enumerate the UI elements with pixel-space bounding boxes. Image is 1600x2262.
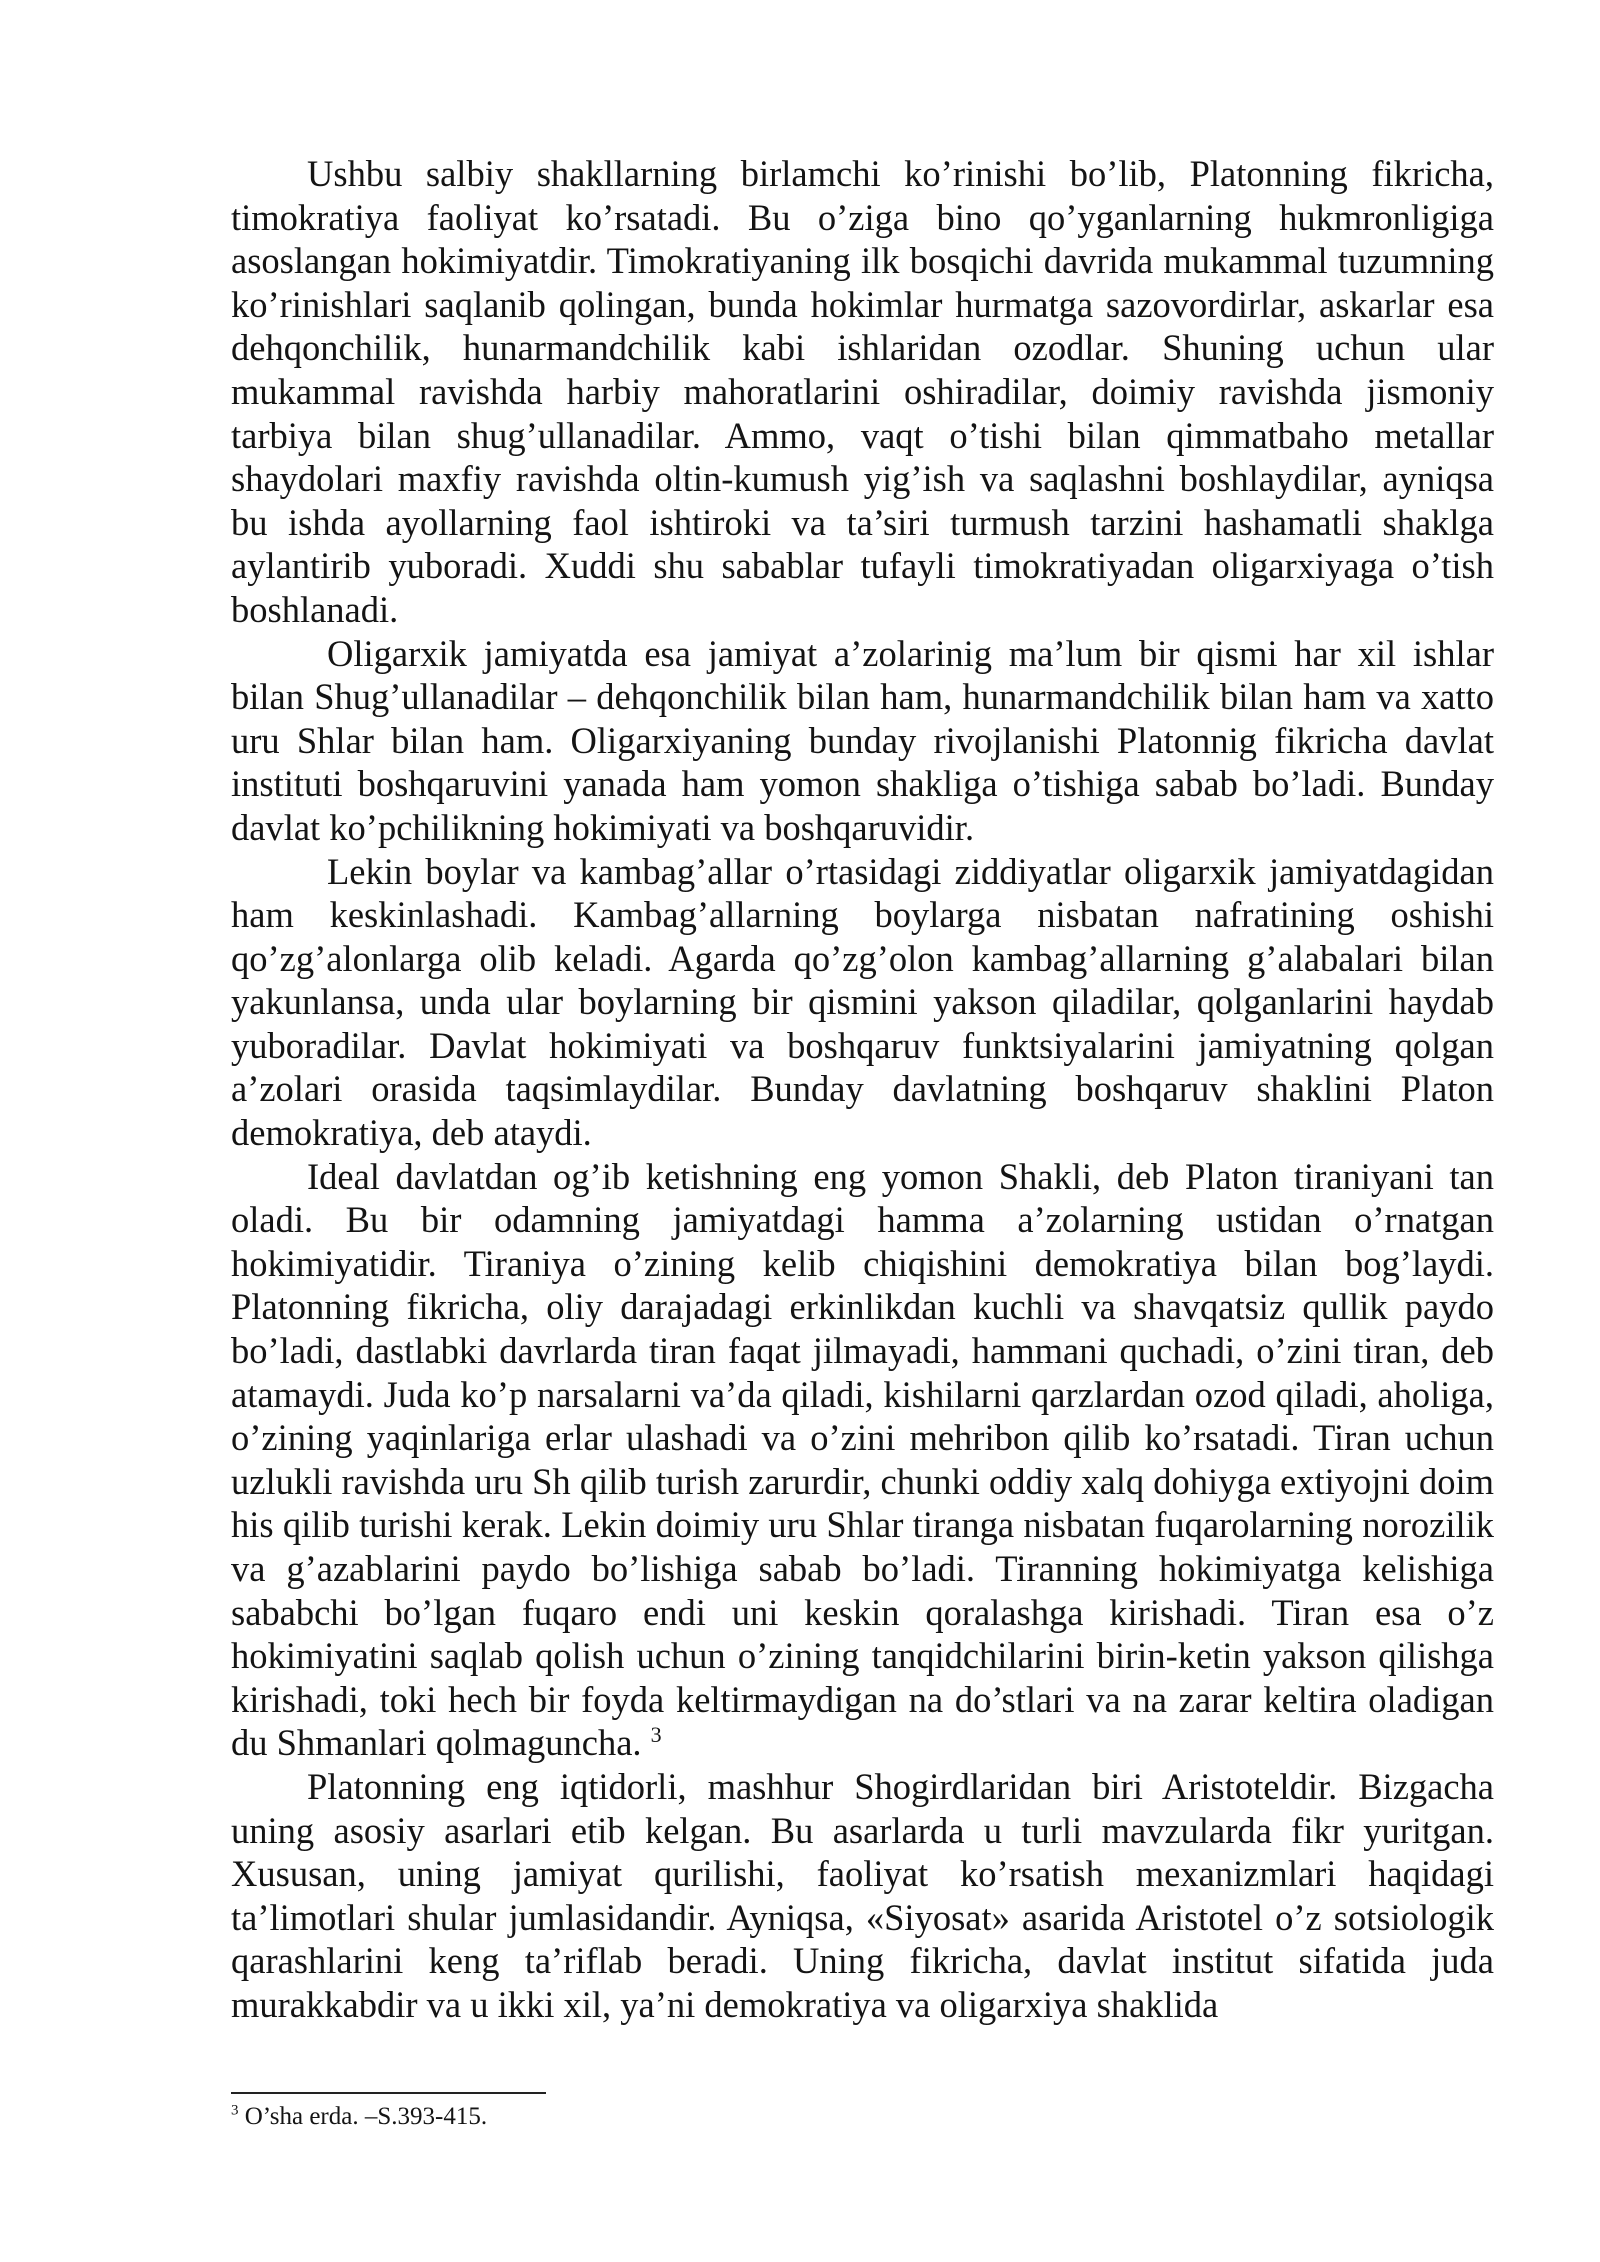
footnote-divider: [231, 2092, 546, 2094]
footnote: [231, 2102, 487, 2132]
paragraph-aristotel: Platonning eng iqtidorli, mashhur Shogirdlaridan biri Aristoteldir. Bizgacha uning asosiy asarlari etib kelgan. Bu asarlarda u turli mavzularda fikr yuritgan. Xususan, uning jamiyat qurilishi, faoliyat ko’rsatish mexanizmlari haqidagi ta’limotlari shular jumlasidandir. Ayniqsa, «Siyosat» asarida Aristotel o’z sotsiologik qarashlarini keng ta’riflab beradi. Uning fikricha, davlat institut sifatida juda murakkabdir va u ikki xil, ya’ni demokratiya va oligarxiya shaklida: [231, 1765, 1494, 2025]
footnote-text: O’sha erda. –S.393-415.: [244, 2103, 488, 2130]
document-body: [231, 152, 1494, 2027]
paragraph-oligarxiya: Oligarxik jamiyatda esa jamiyat a’zolarinig ma’lum bir qismi har xil ishlar bilan Shug’ullanadilar – dehqonchilik bilan ham, hunarmandchilik bilan ham va xatto uru Shlar bilan ham. Oligarxiyaning bunday rivojlanishi Platonnig fikricha davlat instituti boshqaruvini yanada ham yomon shakliga o’tishiga sabab bo’ladi. Bunday davlat ko’pchilikning hokimiyati va boshqaruvidir.: [231, 632, 1494, 848]
footnote-number: 3: [231, 2102, 239, 2119]
footnote-reference[interactable]: 3: [650, 1722, 662, 1748]
paragraph-tiraniya: [231, 1155, 1494, 1765]
paragraph-tiraniya-text: Ideal davlatdan og’ib ketishning eng yomon Shakli, deb Platon tiraniyani tan oladi. Bu bir odamning jamiyatdagi hamma a’zolarning ustidan o’rnatgan hokimiyatidir. Tiraniya o’zining kelib chiqishini demokratiya bilan bog’laydi. Platonning fikricha, oliy darajadagi erkinlikdan kuchli va shavqatsiz qullik paydo bo’ladi, dastlabki davrlarda tiran faqat jilmayadi, hammani quchadi, o’zini tiran, deb atamaydi. Juda ko’p narsalarni va’da qiladi, kishilarni qarzlardan ozod qiladi, aholiga, o’zining yaqinlariga erlar ulashadi va o’zini mehribon qilib ko’rsatadi. Tiran uchun uzlukli ravishda uru Sh qilib turish zarurdir, chunki oddiy xalq dohiyga extiyojni doim his qilib turishi kerak. Lekin doimiy uru Shlar tiranga nisbatan fuqarolarning norozilik va g’azablarini paydo bo’lishiga sabab bo’ladi. Tiranning hokimiyatga kelishiga sababchi bo’lgan fuqaro endi uni keskin qoralashga kirishadi. Tiran esa o’z hokimiyatini saqlab qolish uchun o’zining tanqidchilarini birin-ketin yakson qilishga kirishadi, toki hech bir foyda keltirmaydigan na do’stlari va na zarar keltira oladigan du Shmanlari qolmaguncha.: [231, 1155, 1494, 1764]
paragraph-demokratiya: Lekin boylar va kambag’allar o’rtasidagi ziddiyatlar oligarxik jamiyatdagidan ham keskinlashadi. Kambag’allarning boylarga nisbatan nafratining oshishi qo’zg’alonlarga olib keladi. Agarda qo’zg’olon kambag’allarning g’alabalari bilan yakunlansa, unda ular boylarning bir qismini yakson qiladilar, qolganlarini haydab yuboradilar. Davlat hokimiyati va boshqaruv funktsiyalarini jamiyatning qolgan a’zolari orasida taqsimlaydilar. Bunday davlatning boshqaruv shaklini Platon demokratiya, deb ataydi.: [231, 850, 1494, 1154]
paragraph-timokratiya: Ushbu salbiy shakllarning birlamchi ko’rinishi bo’lib, Platonning fikricha, timokratiya faoliyat ko’rsatadi. Bu o’ziga bino qo’yganlarning hukmronligiga asoslangan hokimiyatdir. Timokratiyaning ilk bosqichi davrida mukammal tuzumning ko’rinishlari saqlanib qolingan, bunda hokimlar hurmatga sazovordirlar, askarlar esa dehqonchilik, hunarmandchilik kabi ishlaridan ozodlar. Shuning uchun ular mukammal ravishda harbiy mahoratlarini oshiradilar, doimiy ravishda jismoniy tarbiya bilan shug’ullanadilar. Ammo, vaqt o’tishi bilan qimmatbaho metallar shaydolari maxfiy ravishda oltin-kumush yig’ish va saqlashni boshlaydilar, ayniqsa bu ishda ayollarning faol ishtiroki va ta’siri turmush tarzini hashamatli shaklga aylantirib yuboradi. Xuddi shu sabablar tufayli timokratiyadan oligarxiyaga o’tish boshlanadi.: [231, 153, 1494, 630]
